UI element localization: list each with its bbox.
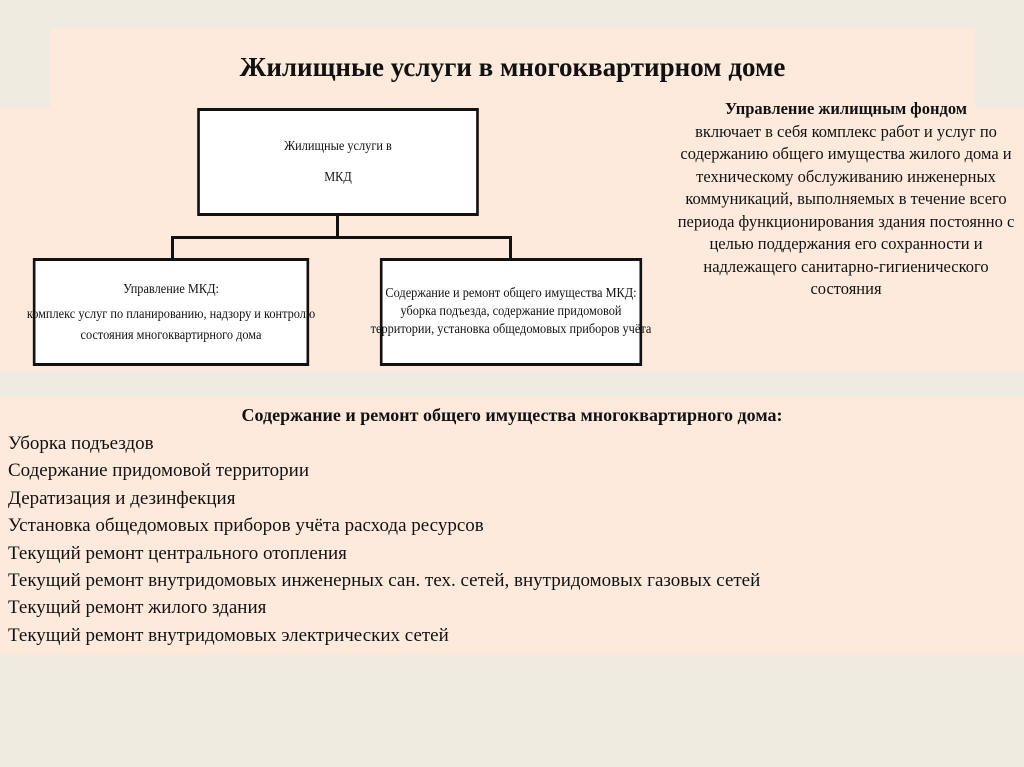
list-item: Текущий ремонт центрального отопления [8, 542, 347, 564]
connector-line [171, 236, 174, 259]
list-item: Содержание придомовой территории [8, 460, 310, 482]
root-line1: Жилищные услуги в [284, 139, 392, 154]
housing-management-note [676, 98, 1016, 301]
list-item: Дератизация и дезинфекция [8, 487, 236, 509]
list-item: Текущий ремонт жилого здания [8, 597, 267, 619]
list-item: Текущий ремонт внутридомовых электрических сетей [8, 624, 449, 646]
diagram-maintenance-box [370, 258, 652, 366]
management-heading: Управление МКД: [123, 281, 219, 297]
list-item: Текущий ремонт внутридомовых инженерных сан. тех. сетей, внутридомовых газовых сетей [8, 570, 761, 592]
list-item: Установка общедомовых приборов учёта расхода ресурсов [8, 515, 484, 537]
list-title: Содержание и ремонт общего имущества многоквартирного дома: [241, 405, 783, 425]
maintenance-heading: Содержание и ремонт общего имущества МКД: [385, 286, 637, 301]
connector-line [509, 236, 512, 259]
list-item: Уборка подъездов [8, 433, 154, 454]
slide-title: Жилищные услуги в многоквартирном доме [239, 52, 786, 82]
diagram-root-box [197, 108, 479, 216]
connector-line [336, 215, 339, 238]
maintenance-list [8, 430, 760, 649]
diagram-management-box [26, 258, 316, 366]
connector-line [171, 236, 512, 239]
maintenance-text: уборка подъезда, содержание придомовой территории, установка общедомовых приборов учёта [370, 304, 652, 337]
root-line2: МКД [324, 170, 352, 185]
management-text: комплекс услуг по планированию, надзору и контролю состояния многоквартирного дома [26, 306, 316, 343]
note-heading: Управление жилищным фондом [724, 99, 968, 118]
note-text: включает в себя комплекс работ и услуг по содержанию общего имущества жилого дома и техническому обслуживанию инженерных коммуникаций, выполняемых в течение всего периода функционирования здания постоянно с целью поддержания его сохранности и надлежащего санитарно-гигиенического состояния [677, 121, 1015, 298]
